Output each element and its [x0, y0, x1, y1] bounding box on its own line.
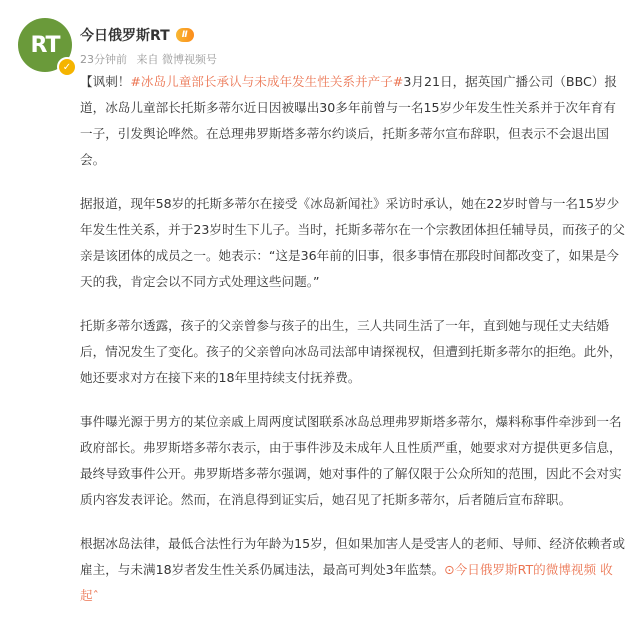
post-source: 来自 微博视频号: [136, 53, 217, 66]
post-time[interactable]: 23分钟前: [80, 53, 127, 66]
paragraph-4: 事件曝光源于男方的某位亲戚上周两度试图联系冰岛总理弗罗斯塔多蒂尔，爆料称事件牵涉到一名政府部长。弗罗斯塔多蒂尔表示，由于事件涉及未成年人且性质严重，她要求对方提供更多信息，最终导致事件公开。弗罗斯塔多蒂尔强调，她对事件的了解仅限于公众所知的范围，因此不会对实质内容发表评论。然而，在消息得到证实后，她召见了托斯多蒂尔，后者随后宣布辞职。: [80, 414, 622, 507]
avatar-logo-text: RT: [30, 32, 60, 58]
paragraph-1: [80, 69, 625, 173]
hashtag-link[interactable]: #冰岛儿童部长承认与未成年发生性关系并产子#: [130, 74, 404, 89]
paragraph-2: 据报道，现年58岁的托斯多蒂尔在接受《冰岛新闻社》采访时承认，她在22岁时曾与一名15岁少年发生性关系，并于23岁时生下儿子。当时，托斯多蒂尔在一个宗教团体担任辅导员，而孩子的父亲是该团体的成员之一。她表示：“这是36年前的旧事，很多事情在那段时间都改变了，如果是今天的我，肯定会以不同方式处理这些问题。”: [80, 196, 625, 289]
collapse-button[interactable]: 收起: [80, 562, 613, 603]
level-badge: Ⅱ: [176, 28, 194, 42]
post-body: [80, 69, 625, 627]
tag-prefix: 【讽刺！: [80, 74, 131, 89]
paragraph-1-text: 3月21日，据英国广播公司（BBC）报道，冰岛儿童部长托斯多蒂尔近日因被曝出30多年前曾与一名15岁少年发生性关系并于次年育有一子，引发舆论哗然。在总理弗罗斯塔多蒂尔约谈后，托斯多蒂尔宣布辞职，但表示不会退出国会。: [80, 74, 617, 167]
paragraph-3: 托斯多蒂尔透露，孩子的父亲曾参与孩子的出生，三人共同生活了一年，直到她与现任丈夫结婚后，情况发生了变化。孩子的父亲曾向冰岛司法部申请探视权，但遭到托斯多蒂尔的拒绝。此外，她还要求对方在接下来的18年里持续支付抚养费。: [80, 318, 622, 385]
chevron-up-icon: ˆ: [92, 588, 99, 603]
paragraph-5-text: 根据冰岛法律，最低合法性行为年龄为15岁，但如果加害人是受害人的老师、导师、经济依赖者或雇主，与未满18岁者发生性关系仍属违法，最高可判处3年监禁。: [80, 536, 625, 577]
post-meta: [80, 51, 223, 67]
author-name[interactable]: 今日俄罗斯RT: [80, 28, 170, 44]
verified-badge-icon: ✓: [57, 57, 77, 77]
video-icon: ⊙: [444, 562, 455, 577]
video-link[interactable]: 今日俄罗斯RT的微博视频: [454, 562, 597, 577]
paragraph-5: [80, 531, 625, 609]
post-header: [18, 18, 618, 72]
